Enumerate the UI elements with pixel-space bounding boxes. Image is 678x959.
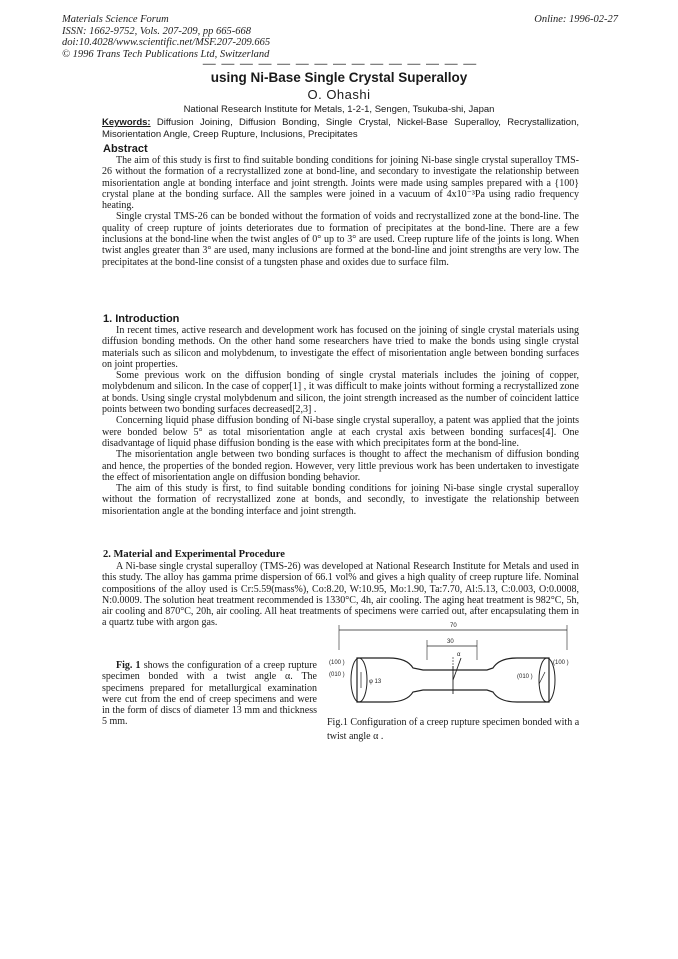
intro-heading: 1. Introduction xyxy=(103,313,180,325)
intro-paragraph: The misorientation angle between two bonding surfaces is thought to affect the mechanism of diffusion bonding and hence, the properties of the bonded region. However, very little previous work has been undertaken to investigate the effect of misorientation angle on diffusion bonding behavior. xyxy=(102,449,579,483)
intro-paragraph: The aim of this study is first, to find suitable bonding conditions for joining Ni-base single crystal superalloy without the formation of recrystallized zone at bonds, and secondly, to investigate the relationship between misorientation angle at the bonding interface and joint strength. xyxy=(102,483,579,517)
doi-line[interactable]: doi:10.4028/www.scientific.net/MSF.207-209.665 xyxy=(62,37,271,48)
material-paragraph xyxy=(102,561,579,629)
twist-angle-line xyxy=(453,658,461,680)
dim-inner-label: 30 xyxy=(447,639,454,645)
affiliation: National Research Institute for Metals, 1-2-1, Sengen, Tsukuba-shi, Japan xyxy=(183,104,495,115)
keywords xyxy=(102,117,579,141)
intro-paragraph: Some previous work on the diffusion bonding of single crystal materials includes the joining of copper, molybdenum and silicon. In the case of copper[1] , it was difficult to make joints without forming a recrystallized zone at bonds. Using single crystal molybdenum and silicon, the joint strength increased as the number of coincident lattice points between two bonding surfaces decreased[2,3] . xyxy=(102,370,579,416)
label-100-left: (100 ) xyxy=(329,660,345,666)
journal-name: Materials Science Forum xyxy=(62,14,169,25)
material-heading: 2. Material and Experimental Procedure xyxy=(103,549,285,560)
copyright-line: © 1996 Trans Tech Publications Ltd, Switzerland xyxy=(62,48,270,60)
paper-title: using Ni-Base Single Crystal Superalloy xyxy=(210,70,468,85)
material-paragraph-text: A Ni-base single crystal superalloy (TMS-26) was developed at National Research Institute for Metals and used in this study. The alloy has gamma prime dispersion of 66.1 vol% and gives a high quality of creep rupture life. Nominal compositions of the alloy used is Cr:5.59(mass%), Co:8.20, W:10.95, Mo:1.90, Ta:7.70, Al:5.13, C:0.003, O:0.0008, N:0.0009. The solution heat treatment recommended is 1330°C, 4h, air cooling. The aging heat treatment is 982°C, 5h, air cooling and 870°C, 20h, air cooling. All heat treatments of specimens were carried out, after encapsulating them in a quartz tube with argon gas. xyxy=(102,561,579,629)
abstract-heading: Abstract xyxy=(103,143,148,155)
material-body xyxy=(102,561,579,629)
keywords-text: Diffusion Joining, Diffusion Bonding, Single Crystal, Nickel-Base Superalloy, Recrystallization, Misorientation Angle, Creep Rupture, Inclusions, Precipitates xyxy=(102,117,579,140)
cut-off-title-line: — — — — — — — — — — — — — — — xyxy=(202,56,478,71)
online-date: Online: 1996-02-27 xyxy=(534,14,618,25)
abstract-paragraph: Single crystal TMS-26 can be bonded without the formation of voids and recrystallized zone at the bond-line. The quality of creep rupture of joints deteriorates due to formation of precipitates at the bond-line. There are a few inclusions at the bond-line when the twist angles of 0° up to 3° are used. Creep rupture life of the joints is long. When twist angles greater than 3° are used, many inclusions are formed at the bond-line and joint strengths are very low. The precipitates at the bond-line consist of a tungsten phase and oxides due to surface film. xyxy=(102,211,579,268)
abstract-paragraph: The aim of this study is first to find suitable bonding conditions for joining Ni-base single crystal superalloy TMS-26 without the formation of a recrystallized zone at bond-line, and secondary to investigate the relationship between misorientation angle at bonding interface and joint strength. Joints were made using samples prepared with a {100} crystal plane at the bonding surface. All the samples were joined in a vacuum of 4x10⁻³Pa using radio frequency heating. xyxy=(102,155,579,212)
label-010-right: (010 ) xyxy=(517,674,533,680)
figure-reference-body xyxy=(102,660,317,728)
specimen-figure xyxy=(327,620,577,710)
keywords-label: Keywords: xyxy=(102,117,151,128)
diameter-label: φ 13 xyxy=(369,679,382,685)
figure-caption: Fig.1 Configuration of a creep rupture specimen bonded with a twist angle α . xyxy=(327,717,580,742)
figure-reference-text: shows the configuration of a creep rupture specimen bonded with a twist angle α. The specimens prepared for metallurgical examination were cut from the end of creep specimens and were in the form of discs of diameter 13 mm and thickness 5 mm. xyxy=(102,660,317,728)
label-100-right: (100 ) xyxy=(553,660,569,666)
right-axis-mark xyxy=(539,672,545,684)
label-010-left: (010 ) xyxy=(329,672,345,678)
journal-header xyxy=(62,14,270,60)
left-end-face xyxy=(351,658,367,702)
dim-total-label: 70 xyxy=(450,623,457,629)
intro-paragraph: Concerning liquid phase diffusion bonding of Ni-base single crystal superalloy, a patent was applied that the joints were bonded below 5° as total misorientation angle at each crystal axis between bonding surfaces[4]. One disadvantage of liquid phase diffusion bonding is the ease with which precipitates form at the bond-line. xyxy=(102,415,579,449)
alpha-label: α xyxy=(457,652,461,658)
intro-body xyxy=(102,325,579,517)
issn-line: ISSN: 1662-9752, Vols. 207-209, pp 665-668 xyxy=(62,25,251,37)
author-name: O. Ohashi xyxy=(307,87,371,102)
intro-paragraph: In recent times, active research and development work has focused on the joining of single crystal materials using diffusion bonding methods. On the other hand some researchers have tried to make the bonds using single crystal materials such as silicon and molybdenum, to investigate the effect of misorientation angle between bonding surfaces on joint properties. xyxy=(102,325,579,370)
abstract-body xyxy=(102,155,579,268)
figure-reference-paragraph xyxy=(102,660,317,728)
fig1-reference[interactable]: Fig. 1 xyxy=(116,660,141,671)
